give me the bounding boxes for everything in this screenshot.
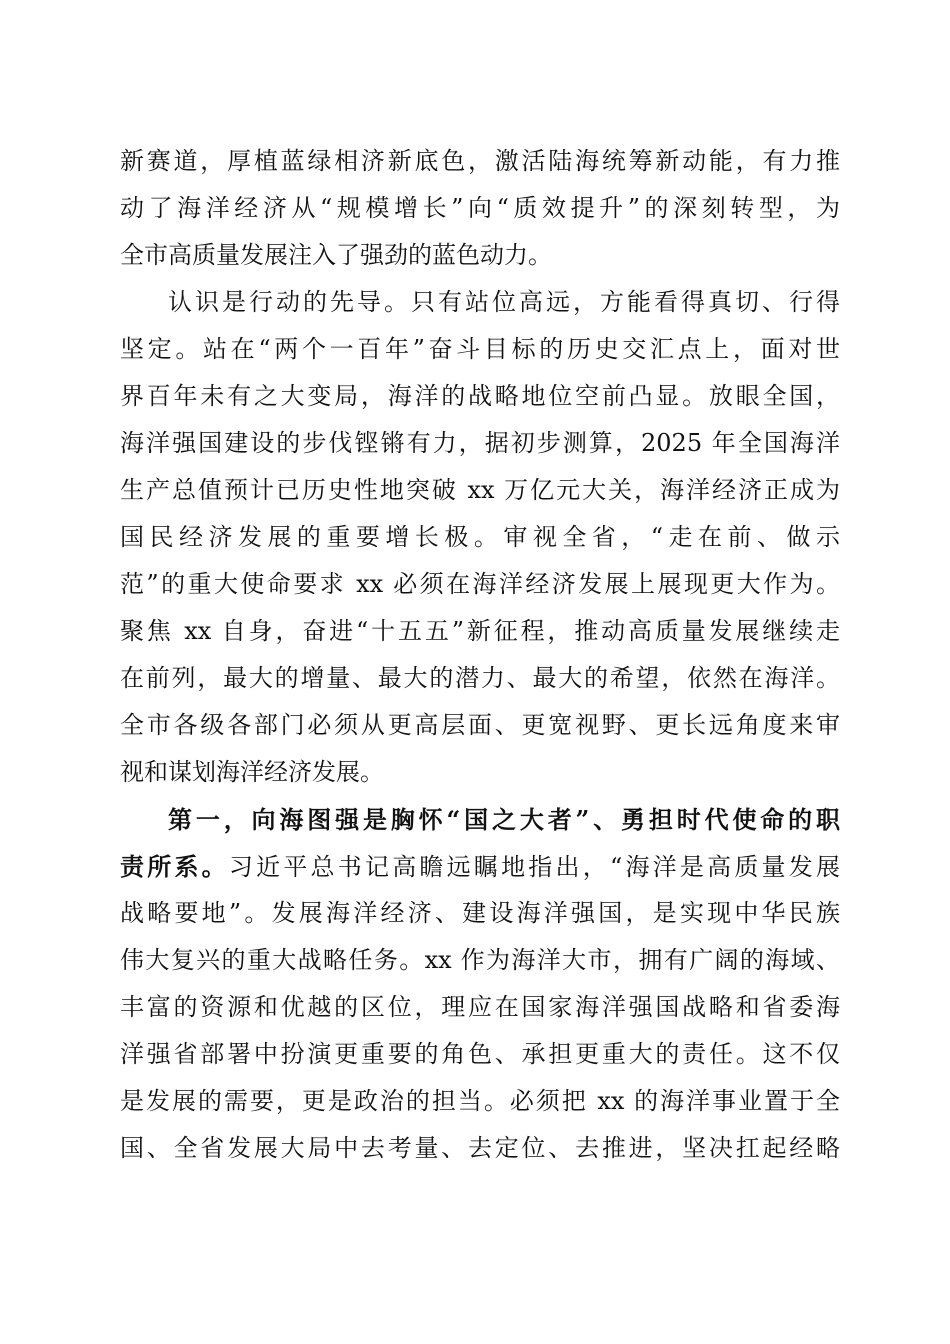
text-line: 新赛道，厚植蓝绿相济新底色，激活陆海统筹新动能，有力推 [120,147,840,175]
text-line: 战略要地”。发展海洋经济、建设海洋强国，是实现中华民族 [120,899,840,927]
paragraph-1 [120,138,840,279]
text-line: 是发展的需要，更是政治的担当。必须把 xx 的海洋事业置于全 [120,1087,840,1115]
text-line: 全市高质量发展注入了强劲的蓝色动力。 [120,241,552,269]
text-line: 海洋强国建设的步伐铿锵有力，据初步测算，2025 年全国海洋 [120,429,840,457]
text-line: 在前列，最大的增量、最大的潜力、最大的希望，依然在海洋。 [120,664,840,692]
text-line: 全市各级各部门必须从更高层面、更宽视野、更长远角度来审 [120,711,840,739]
text-line: 视和谋划海洋经济发展。 [120,758,384,786]
section-heading-line: 第一，向海图强是胸怀“国之大者”、勇担时代使命的职 [168,805,840,834]
text-line: 范”的重大使命要求 xx 必须在海洋经济发展上展现更大作为。 [120,570,840,598]
paragraph-3 [120,796,840,1172]
text-line: 聚焦 xx 自身，奋进“十五五”新征程，推动高质量发展继续走 [120,617,840,645]
text-line: 认识是行动的先导。只有站位高远，方能看得真切、行得 [168,288,840,316]
text-line: 国民经济发展的重要增长极。审视全省，“走在前、做示 [120,523,840,551]
text-line [120,843,840,890]
text-line: 洋强省部署中扮演更重要的角色、承担更重大的责任。这不仅 [120,1040,840,1068]
text-line: 坚定。站在“两个一百年”奋斗目标的历史交汇点上，面对世 [120,335,840,363]
text-line: 动了海洋经济从“规模增长”向“质效提升”的深刻转型，为 [120,194,840,222]
section-heading-tail: 责所系。 [120,852,229,881]
text-line: 国、全省发展大局中去考量、去定位、去推进，坚决扛起经略 [120,1134,840,1162]
text-line: 界百年未有之大变局，海洋的战略地位空前凸显。放眼全国， [120,382,840,410]
text-line: 生产总值预计已历史性地突破 xx 万亿元大关，海洋经济正成为 [120,476,840,504]
document-body [120,138,840,1172]
text-line-rest: 习近平总书记高瞻远瞩地指出，“海洋是高质量发展 [228,853,840,881]
text-line: 丰富的资源和优越的区位，理应在国家海洋强国战略和省委海 [120,993,840,1021]
paragraph-2 [120,279,840,796]
text-line: 伟大复兴的重大战略任务。xx 作为海洋大市，拥有广阔的海域、 [120,946,840,974]
